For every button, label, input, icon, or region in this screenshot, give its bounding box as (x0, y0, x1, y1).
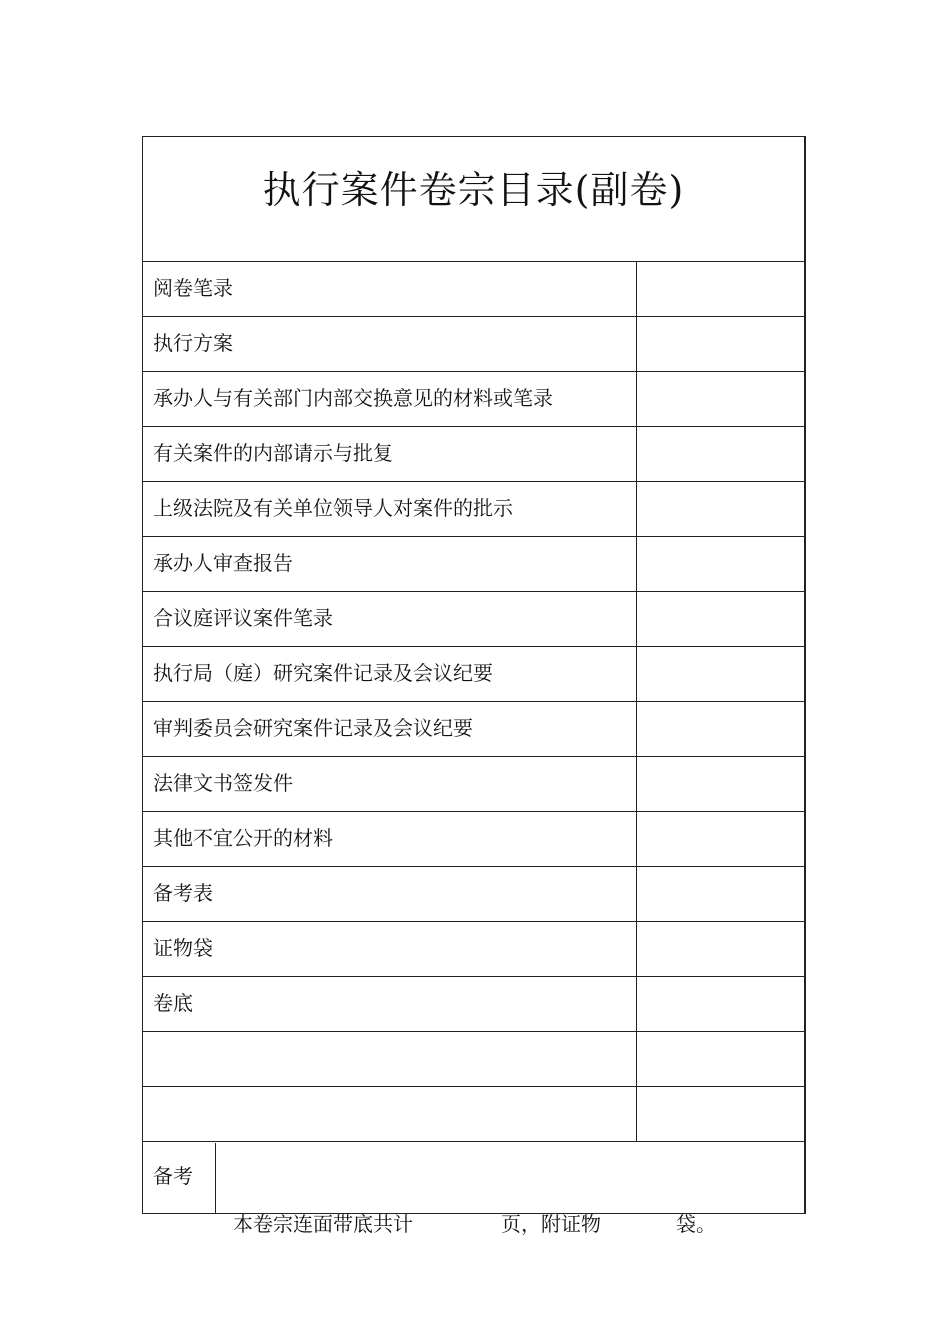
remarks-label: 备考 (153, 1164, 193, 1188)
row-label: 承办人审查报告 (153, 551, 293, 575)
footer-evidence-text: 页，附证物 (501, 1212, 601, 1236)
row-label: 备考表 (153, 881, 213, 905)
row-label: 法律文书签发件 (153, 771, 293, 795)
page-number-cell[interactable] (636, 372, 805, 426)
page-number-cell[interactable] (636, 262, 805, 316)
page-title: 执行案件卷宗目录(副卷) (262, 168, 685, 212)
row-label: 执行局（庭）研究案件记录及会议纪要 (153, 661, 493, 685)
page-number-cell[interactable] (636, 702, 805, 756)
table-row (143, 262, 804, 317)
row-label: 承办人与有关部门内部交换意见的材料或笔录 (153, 386, 553, 410)
table-row (143, 537, 804, 592)
remarks-field[interactable] (215, 1143, 804, 1213)
page-number-cell[interactable] (636, 1032, 805, 1086)
table-row (143, 867, 804, 922)
row-label: 阅卷笔录 (153, 276, 233, 300)
row-label: 执行方案 (153, 331, 233, 355)
remarks-row (143, 1143, 804, 1213)
table-row (143, 757, 804, 812)
table-row (143, 647, 804, 702)
page-number-cell[interactable] (636, 537, 805, 591)
table-row (143, 702, 804, 757)
table-row (143, 922, 804, 977)
table-row (143, 482, 804, 537)
page-number-cell[interactable] (636, 812, 805, 866)
page-number-cell[interactable] (636, 1087, 805, 1141)
catalog-table (142, 136, 806, 1214)
row-label: 证物袋 (153, 936, 213, 960)
row-label: 上级法院及有关单位领导人对案件的批示 (153, 496, 513, 520)
page-number-cell[interactable] (636, 977, 805, 1031)
table-row (143, 372, 804, 427)
row-label: 审判委员会研究案件记录及会议纪要 (153, 716, 473, 740)
page-number-cell[interactable] (636, 317, 805, 371)
row-label: 卷底 (153, 991, 193, 1015)
page-number-cell[interactable] (636, 647, 805, 701)
footer-note (233, 1208, 793, 1240)
page-number-cell[interactable] (636, 867, 805, 921)
table-row (143, 317, 804, 372)
footer-bags-text: 袋。 (676, 1212, 716, 1236)
row-label: 其他不宜公开的材料 (153, 826, 333, 850)
page-number-cell[interactable] (636, 922, 805, 976)
title-cell (143, 137, 804, 262)
page-number-cell[interactable] (636, 592, 805, 646)
page-number-cell[interactable] (636, 482, 805, 536)
table-row (143, 977, 804, 1032)
table-row (143, 1032, 804, 1087)
table-row (143, 812, 804, 867)
table-row (143, 427, 804, 482)
table-row (143, 1087, 804, 1142)
row-label: 有关案件的内部请示与批复 (153, 441, 393, 465)
table-row (143, 592, 804, 647)
row-label: 合议庭评议案件笔录 (153, 606, 333, 630)
page-number-cell[interactable] (636, 427, 805, 481)
footer-total-pages-text: 本卷宗连面带底共计 (233, 1212, 413, 1236)
page-number-cell[interactable] (636, 757, 805, 811)
